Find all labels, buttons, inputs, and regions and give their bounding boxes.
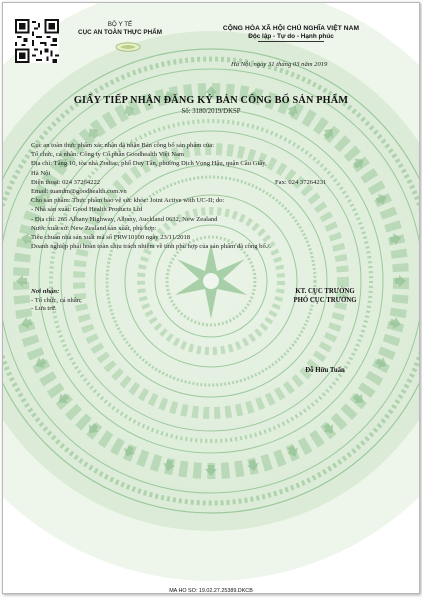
- organization-line: Tổ chức, cá nhân: Công ty Cổ phần Goodhealth Việt Nam: [31, 151, 185, 159]
- qr-code: [15, 19, 59, 63]
- document-body: [31, 141, 403, 251]
- signer-position: PHÓ CỤC TRƯỞNG: [293, 296, 357, 304]
- manufacturer-address-line: - Địa chỉ: 265 Albany Highway, Albany, Auckland 0632, New Zealand: [31, 215, 218, 223]
- manufacturer-line: - Nhà sản xuất: Good Health Products Ltd: [31, 206, 143, 214]
- department-name: CỤC AN TOÀN THỰC PHẨM: [78, 29, 162, 36]
- phone-line: Điện thoại: 024 37264222: [31, 178, 101, 186]
- country-name: CỘNG HÒA XÃ HỘI CHỦ NGHĨA VIỆT NAM: [222, 25, 360, 32]
- issue-date: Hà Nội, ngày 31 tháng 03 năm 2019: [231, 61, 328, 68]
- recipients-heading: Nơi nhận:: [31, 288, 60, 295]
- ministry-name: BỘ Y TẾ: [107, 21, 133, 28]
- document-title: GIẤY TIẾP NHẬN ĐĂNG KÝ BẢN CÔNG BỐ SẢN PHẨM: [73, 95, 349, 106]
- product-line: Cho sản phẩm: Thực phẩm bảo vệ sức khỏe: Joint Active with UC-II; do:: [31, 197, 225, 205]
- motto-underline: [258, 41, 324, 42]
- intro-text: Cục an toàn thực phẩm xác nhận đã nhận Bản công bố sản phẩm của:: [31, 142, 215, 149]
- standard-line: Tiêu chuẩn nhà sản xuất mã số FRW10100 ngày 23/11/2018: [31, 234, 191, 242]
- signer-title: KT. CỤC TRƯỞNG: [295, 288, 355, 295]
- email-line: Email: tuandm@goodhealth.com.vn: [31, 188, 127, 196]
- signature-block: [265, 288, 385, 306]
- address-line: Địa chỉ: Tầng 10, tòa nhà Zodiac, phố Duy Tân, phường Dịch Vọng Hậu, quận Cầu Giấy,: [31, 160, 267, 168]
- recipient-item: - Tổ chức, cá nhân;: [31, 296, 82, 304]
- origin-country-line: Nước xuất xứ: New Zealand sản xuất, phù hợp:: [31, 224, 157, 232]
- recipients-block: [31, 288, 82, 314]
- issuing-agency: [65, 21, 175, 36]
- agency-emblem-icon: [115, 42, 141, 52]
- contact-row: [31, 178, 403, 187]
- national-motto: [191, 25, 391, 42]
- responsibility-line: Doanh nghiệp phải hoàn toàn chịu trách nhiệm về tính phù hợp của sản phẩm đã công bố./.: [31, 243, 271, 251]
- certificate-sheet: [2, 2, 420, 594]
- fax-line: Fax: 024 37264231: [275, 178, 327, 186]
- motto: Độc lập - Tự do - Hạnh phúc: [248, 33, 334, 40]
- signer-name: Đỗ Hữu Tuấn: [305, 367, 345, 374]
- recipient-item: - Lưu trữ.: [31, 305, 57, 313]
- address-line-cont: Hà Nội: [31, 169, 51, 177]
- document-number: Số: 3180/2019/DKSP: [181, 108, 241, 115]
- file-code: MA HO SO: 19.02.27.25389.DKCB: [169, 588, 253, 594]
